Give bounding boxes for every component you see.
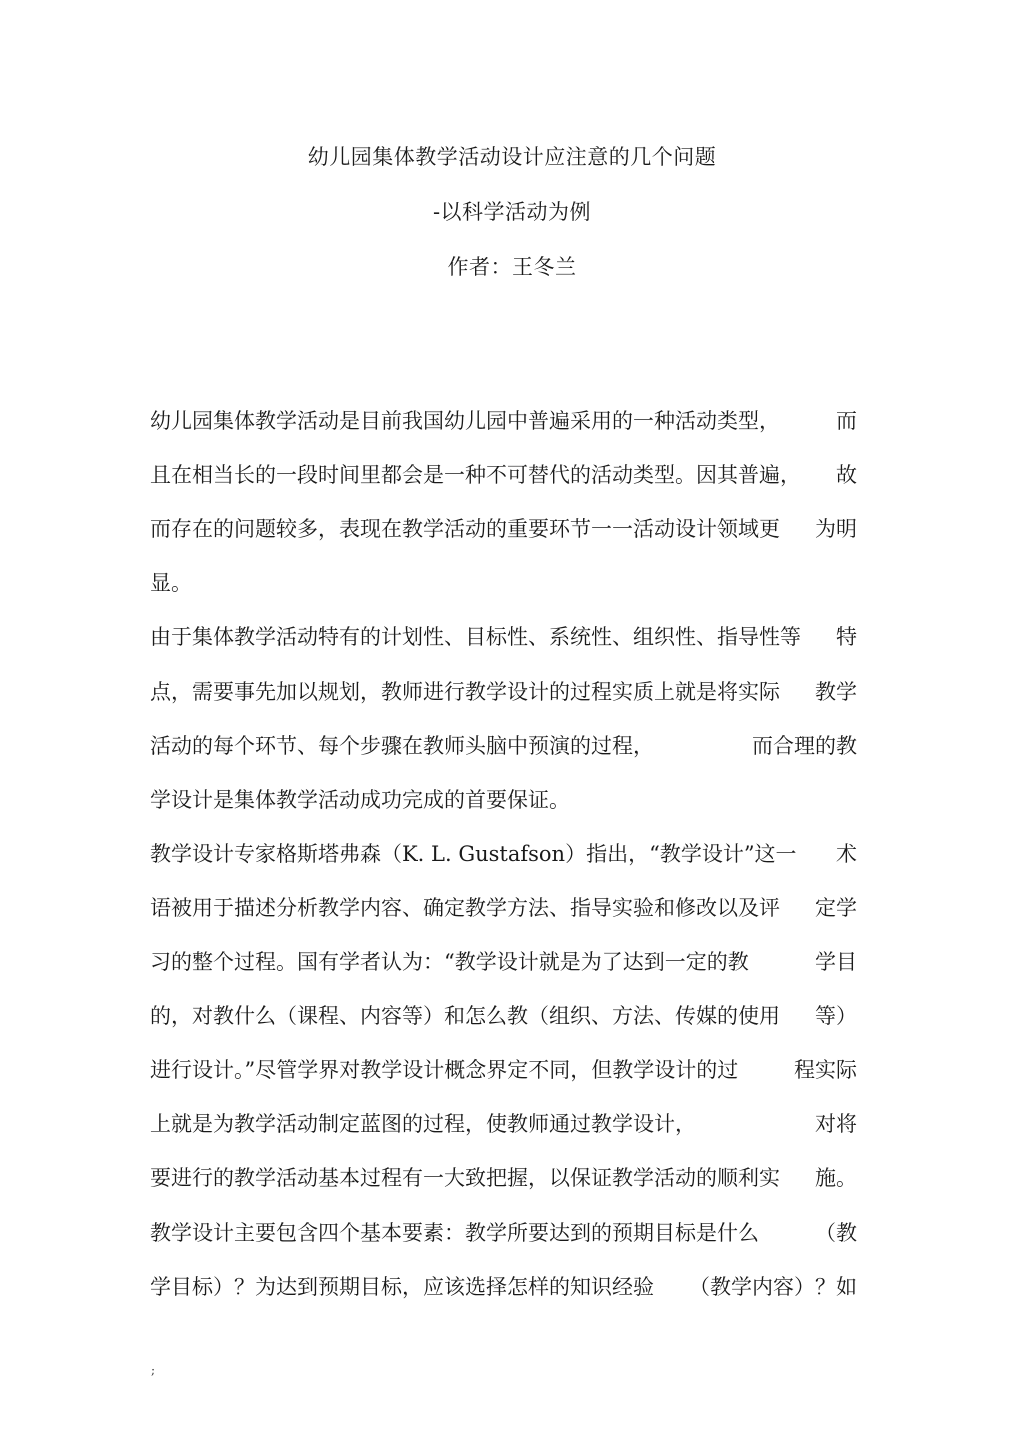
body-line-segment: （教学内容）？如 bbox=[689, 1274, 857, 1299]
body-line bbox=[150, 622, 857, 652]
body-line-segment: 要进行的教学活动基本过程有一大致把握，以保证教学活动的顺利实 bbox=[150, 1166, 780, 1191]
body-line bbox=[150, 568, 857, 598]
body-line-segment: 而 bbox=[836, 409, 857, 433]
body-line bbox=[150, 893, 857, 923]
body-line-segment: 定学 bbox=[815, 895, 857, 920]
body-line-segment: 教学设计专家格斯塔弗森（K. L. Gustafson）指出，“教学设计”这一 bbox=[150, 841, 797, 866]
body-line-segment: 施。 bbox=[815, 1166, 857, 1191]
body-line-segment: 程实际 bbox=[794, 1058, 857, 1083]
body-line-segment: 由于集体教学活动特有的计划性、目标性、系统性、组织性、指导性等 bbox=[150, 625, 801, 650]
body-line bbox=[150, 1109, 857, 1139]
body-line bbox=[150, 785, 857, 815]
document-subtitle: -以科学活动为例 bbox=[432, 200, 592, 224]
body-line bbox=[150, 1272, 857, 1302]
body-line bbox=[150, 1163, 857, 1193]
document-title: 幼儿园集体教学活动设计应注意的几个问题 bbox=[307, 145, 717, 169]
body-line bbox=[150, 1001, 857, 1031]
body-line-segment: 上就是为教学活动制定蓝图的过程，使教师通过教学设计， bbox=[150, 1112, 696, 1137]
body-line-segment: 点，需要事先加以规划，教师进行教学设计的过程实质上就是将实际 bbox=[150, 679, 780, 704]
document-author: 作者：王冬兰 bbox=[447, 255, 577, 279]
body-line bbox=[150, 460, 857, 490]
body-line-segment: 习的整个过程。国有学者认为：“教学设计就是为了达到一定的教 bbox=[150, 950, 749, 974]
body-line bbox=[150, 947, 857, 977]
body-line-segment: 学目 bbox=[815, 950, 857, 974]
body-line bbox=[150, 839, 857, 869]
body-line-segment: 学目标）？为达到预期目标，应该选择怎样的知识经验 bbox=[150, 1274, 654, 1299]
body-line-segment: 幼儿园集体教学活动是目前我国幼儿园中普遍采用的一种活动类型， bbox=[150, 409, 780, 433]
body-line-segment: 特 bbox=[836, 625, 857, 650]
body-line-segment: 活动的每个环节、每个步骤在教师头脑中预演的过程， bbox=[150, 733, 654, 758]
footer-mark: ; bbox=[151, 1363, 156, 1377]
body-line bbox=[150, 677, 857, 707]
body-line-segment: 等） bbox=[815, 1004, 857, 1029]
body-line-segment: 为明 bbox=[815, 517, 857, 542]
body-line-segment: 故 bbox=[836, 463, 857, 488]
body-line-segment: 语被用于描述分析教学内容、确定教学方法、指导实验和修改以及评 bbox=[150, 895, 780, 920]
body-line-segment: 学设计是集体教学活动成功完成的首要保证。 bbox=[150, 787, 570, 812]
body-line bbox=[150, 406, 857, 436]
body-line-segment: 对将 bbox=[815, 1112, 857, 1137]
body-line-segment: 教学设计主要包含四个基本要素：教学所要达到的预期目标是什么 bbox=[150, 1220, 759, 1245]
body-line bbox=[150, 1218, 857, 1248]
body-line-segment: 术 bbox=[836, 841, 857, 866]
body-line-segment: 而合理的教 bbox=[752, 733, 857, 758]
body-line bbox=[150, 731, 857, 761]
body-line-segment: 而存在的问题较多，表现在教学活动的重要环节一一活动设计领域更 bbox=[150, 517, 780, 542]
body-line-segment: 的，对教什么（课程、内容等）和怎么教（组织、方法、传媒的使用 bbox=[150, 1004, 780, 1029]
body-line-segment: 且在相当长的一段时间里都会是一种不可替代的活动类型。因其普遍， bbox=[150, 463, 801, 488]
body-line-segment: （教 bbox=[815, 1220, 857, 1245]
body-line-segment: 进行设计。”尽管学界对教学设计概念界定不同，但教学设计的过 bbox=[150, 1058, 739, 1083]
body-line bbox=[150, 1055, 857, 1085]
body-line-segment: 显。 bbox=[150, 571, 192, 596]
body-line-segment: 教学 bbox=[815, 679, 857, 704]
body-line bbox=[150, 514, 857, 544]
